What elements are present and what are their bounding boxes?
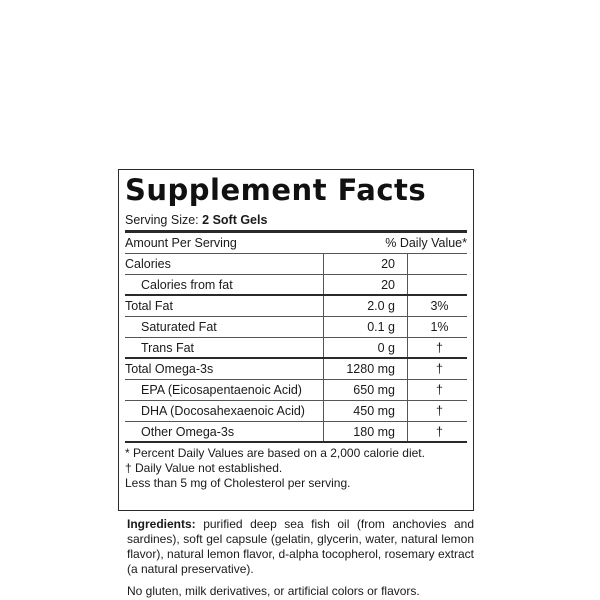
panel-title: Supplement Facts	[125, 173, 427, 207]
nutrient-name: DHA (Docosahexaenoic Acid)	[141, 404, 305, 418]
footnote-not-established: † Daily Value not established.	[125, 461, 283, 475]
table-row	[125, 422, 467, 443]
nutrient-name: EPA (Eicosapentaenoic Acid)	[141, 383, 302, 397]
nutrient-dv	[407, 254, 467, 274]
nutrient-amount: 0.1 g	[323, 317, 407, 337]
nutrient-name: Total Fat	[125, 299, 173, 313]
nutrient-amount: 180 mg	[323, 422, 407, 441]
nutrient-dv: †	[407, 422, 467, 441]
table-row	[125, 359, 467, 380]
nutrient-dv: †	[407, 401, 467, 421]
nutrient-amount: 450 mg	[323, 401, 407, 421]
nutrient-name: Calories	[125, 257, 171, 271]
supplement-facts-panel	[118, 169, 474, 511]
nutrient-name: Trans Fat	[141, 340, 195, 355]
serving-size-value: 2 Soft Gels	[202, 213, 268, 227]
nutrient-dv: †	[407, 359, 467, 379]
nutrient-amount: 2.0 g	[323, 296, 407, 316]
nutrient-name: Saturated Fat	[141, 320, 217, 334]
table-row	[125, 254, 467, 275]
footnote-cholesterol: Less than 5 mg of Cholesterol per serving.	[125, 476, 351, 490]
nutrient-amount: 20	[323, 275, 407, 294]
table-header-row	[125, 233, 467, 254]
ingredients-paragraph	[127, 517, 474, 577]
table-row	[125, 338, 467, 359]
nutrient-amount: 1280 mg	[323, 359, 407, 379]
footnotes	[125, 443, 467, 491]
nutrient-amount: 0 g	[323, 338, 407, 357]
footnote-daily-values: * Percent Daily Values are based on a 2,000 calorie diet.	[125, 446, 425, 460]
ingredients-text: purified deep sea fish oil (from anchovies and sardines), soft gel capsule (gelatin, glycerin, water, natural lemon flavor), natural lemon flavor, d-alpha tocopherol, rosemary extract (a natural preservative).	[127, 517, 474, 576]
nutrient-dv: †	[407, 380, 467, 400]
nutrient-name: Other Omega-3s	[141, 424, 235, 439]
table-row	[125, 380, 467, 401]
daily-value-label: % Daily Value*	[385, 236, 467, 250]
nutrient-dv: 3%	[407, 296, 467, 316]
nutrient-dv: 1%	[407, 317, 467, 337]
serving-size	[125, 210, 467, 233]
nutrient-dv: †	[407, 338, 467, 357]
nutrient-name: Calories from fat	[141, 277, 233, 292]
nutrient-amount: 650 mg	[323, 380, 407, 400]
nutrient-amount: 20	[323, 254, 407, 274]
table-row	[125, 296, 467, 317]
nutrient-dv	[407, 275, 467, 294]
nutrient-name: Total Omega-3s	[125, 362, 214, 376]
table-row	[125, 275, 467, 296]
amount-per-serving-label: Amount Per Serving	[125, 236, 237, 250]
ingredients-label: Ingredients:	[127, 517, 196, 531]
table-row	[125, 401, 467, 422]
free-from-statement: No gluten, milk derivatives, or artificial colors or flavors.	[127, 584, 420, 598]
serving-size-label: Serving Size:	[125, 213, 199, 227]
table-row	[125, 317, 467, 338]
